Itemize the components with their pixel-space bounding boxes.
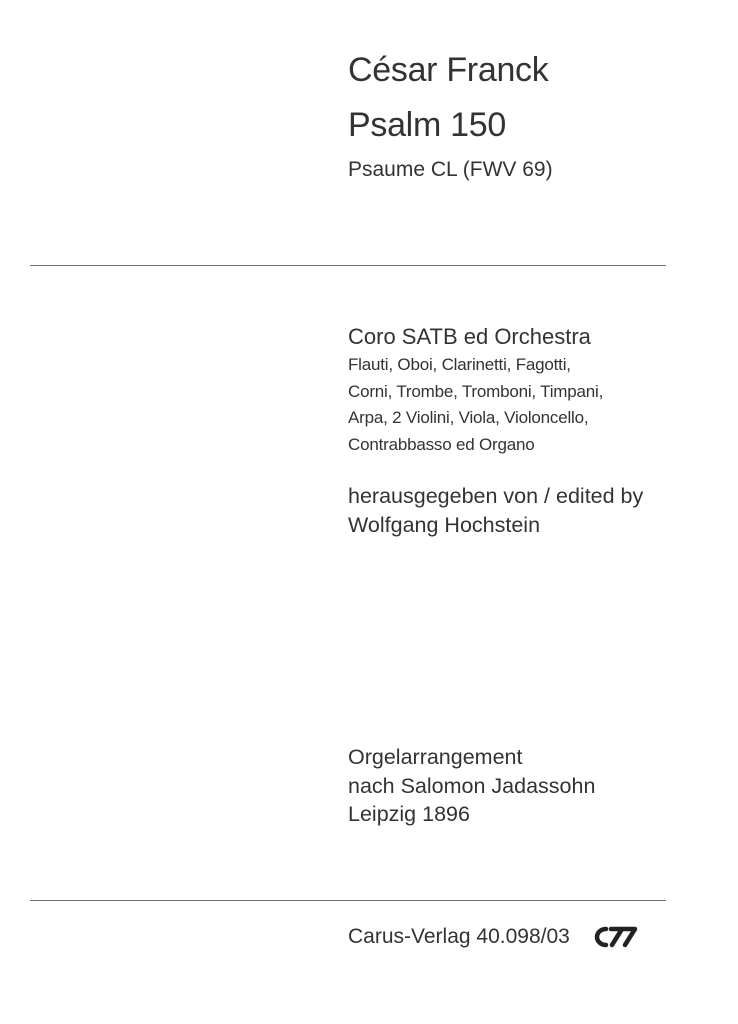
arrangement-line: nach Salomon Jadassohn	[348, 773, 596, 798]
carus-logo-icon	[592, 925, 638, 949]
editor-section	[348, 482, 643, 540]
work-subtitle: Psaume CL (FWV 69)	[348, 158, 553, 181]
arrangement-section	[348, 743, 595, 829]
publisher-catalog-number: Carus-Verlag 40.098/03	[348, 925, 570, 948]
scoring-heading: Coro SATB ed Orchestra	[348, 324, 591, 349]
instrument-line: Flauti, Oboi, Clarinetti, Fagotti,	[348, 355, 571, 374]
publisher-footer	[348, 922, 638, 952]
instrument-line: Corni, Trombe, Tromboni, Timpani,	[348, 381, 604, 401]
arrangement-line: Orgelarrangement	[348, 745, 523, 769]
bottom-divider	[30, 900, 666, 901]
instrument-line: Arpa, 2 Violini, Viola, Violoncello,	[348, 408, 589, 427]
top-divider	[30, 265, 666, 266]
editor-credit: herausgegeben von / edited by	[348, 484, 644, 508]
composer-name: César Franck	[348, 51, 549, 89]
arrangement-line: Leipzig 1896	[348, 802, 470, 826]
instrument-line: Contrabbasso ed Organo	[348, 434, 535, 454]
editor-name: Wolfgang Hochstein	[348, 513, 541, 537]
scoring-section	[348, 322, 603, 458]
work-title: Psalm 150	[348, 106, 506, 144]
